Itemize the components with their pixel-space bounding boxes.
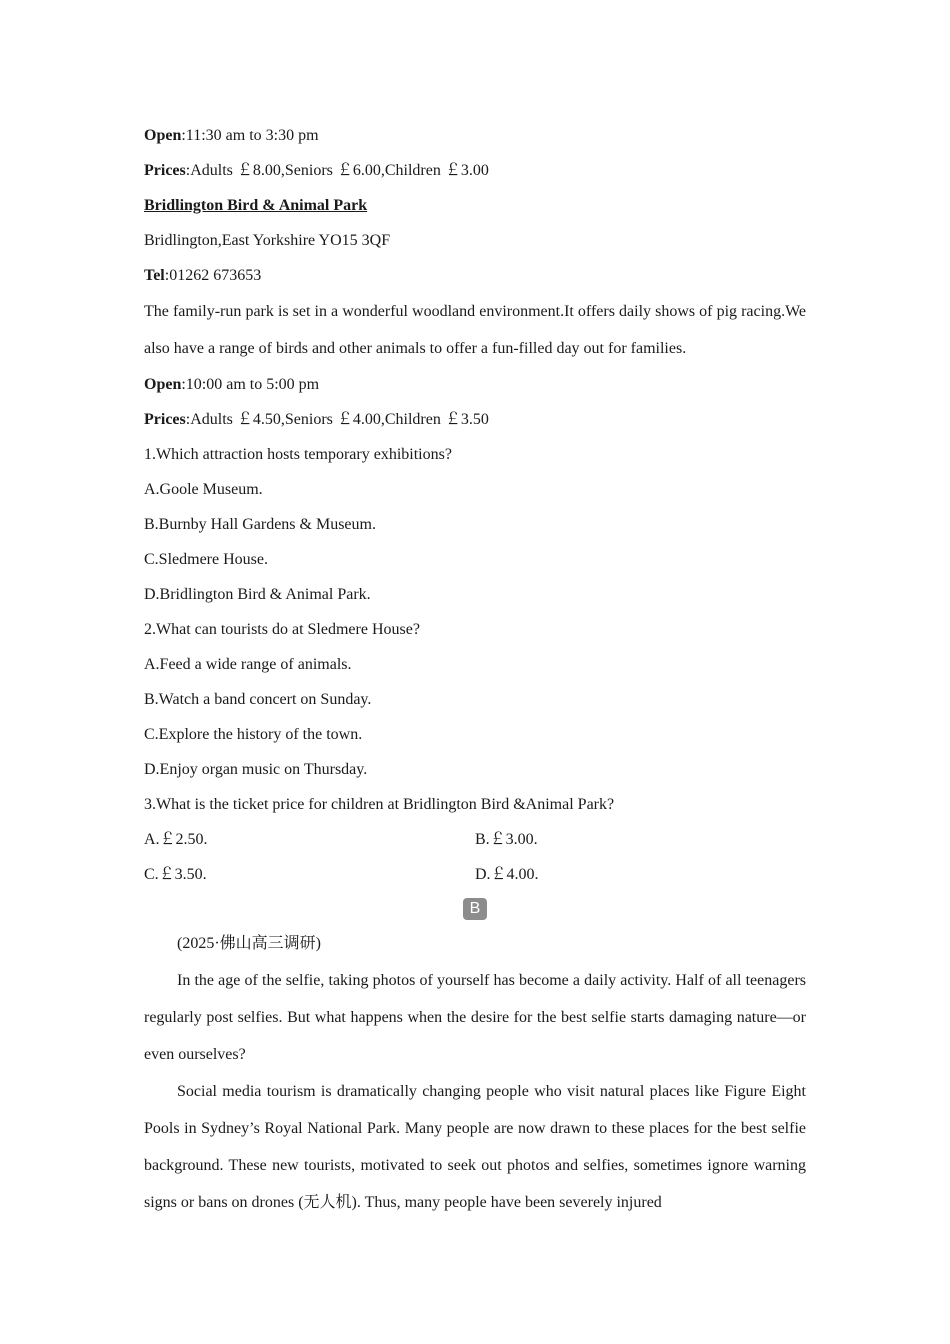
bridlington-description: The family-run park is set in a wonderful woodland environment.It offers daily shows of pig racing.We also have a range of birds and other animals to offer a fun-filled day out for families. (144, 303, 806, 357)
open-label: Open (144, 376, 182, 393)
option-b: B.Burnby Hall Gardens & Museum. (144, 516, 376, 533)
option-a: A.Goole Museum. (144, 481, 263, 498)
bridlington-address: Bridlington,East Yorkshire YO15 3QF (144, 232, 391, 249)
prices-label: Prices (144, 411, 186, 428)
option-d: D.￡4.00. (475, 866, 539, 883)
bridlington-open-line (144, 367, 806, 402)
option-d: D.Enjoy organ music on Thursday. (144, 761, 368, 778)
option-b: B.Watch a band concert on Sunday. (144, 691, 372, 708)
goole-prices-line (144, 153, 806, 188)
question-stem: 1.Which attraction hosts temporary exhibitions? (144, 446, 452, 463)
goole-open-line (144, 118, 806, 153)
open-value: :10:00 am to 5:00 pm (181, 376, 320, 393)
section-badge: B (463, 898, 487, 920)
option-c: C.Explore the history of the town. (144, 726, 363, 743)
question-stem: 3.What is the ticket price for children at Bridlington Bird &Animal Park? (144, 796, 615, 813)
prices-label: Prices (144, 162, 186, 179)
passage-paragraph: In the age of the selfie, taking photos of yourself has become a daily activity. Half of all teenagers regularly post selfies. But what happens when the desire for the best selfie starts damaging nature—or even ourselves? (144, 972, 806, 1063)
bridlington-tel-line (144, 258, 806, 293)
option-row (144, 857, 806, 892)
passage-paragraph: Social media tourism is dramatically changing people who visit natural places like Figure Eight Pools in Sydney’s Royal National Park. Many people are now drawn to these places for the best selfie background. These new tourists, motivated to seek out photos and selfies, sometimes ignore warning signs or bans on drones (无人机). Thus, many people have been severely injured (144, 1083, 806, 1211)
bridlington-prices-line (144, 402, 806, 437)
attraction-title: Bridlington Bird & Animal Park (144, 197, 368, 214)
question-stem: 2.What can tourists do at Sledmere House? (144, 621, 420, 638)
prices-value: :Adults ￡8.00,Seniors ￡6.00,Children ￡3.00 (185, 162, 489, 179)
option-row (144, 822, 806, 857)
open-value: :11:30 am to 3:30 pm (181, 127, 319, 144)
option-a: A.Feed a wide range of animals. (144, 656, 352, 673)
document-page (144, 118, 806, 1221)
tel-label: Tel (144, 267, 165, 284)
passage-source: (2025·佛山高三调研) (177, 935, 321, 952)
option-d: D.Bridlington Bird & Animal Park. (144, 586, 371, 603)
question-3 (144, 787, 806, 892)
prices-value: :Adults ￡4.50,Seniors ￡4.00,Children ￡3.50 (185, 411, 489, 428)
open-label: Open (144, 127, 182, 144)
question-2 (144, 612, 806, 787)
option-c: C.￡3.50. (144, 866, 207, 883)
option-b: B.￡3.00. (475, 831, 538, 848)
section-b-header (144, 892, 806, 926)
option-a: A.￡2.50. (144, 831, 208, 848)
question-1 (144, 437, 806, 612)
option-c: C.Sledmere House. (144, 551, 268, 568)
tel-value: :01262 673653 (164, 267, 262, 284)
bridlington-title-line (144, 188, 806, 223)
